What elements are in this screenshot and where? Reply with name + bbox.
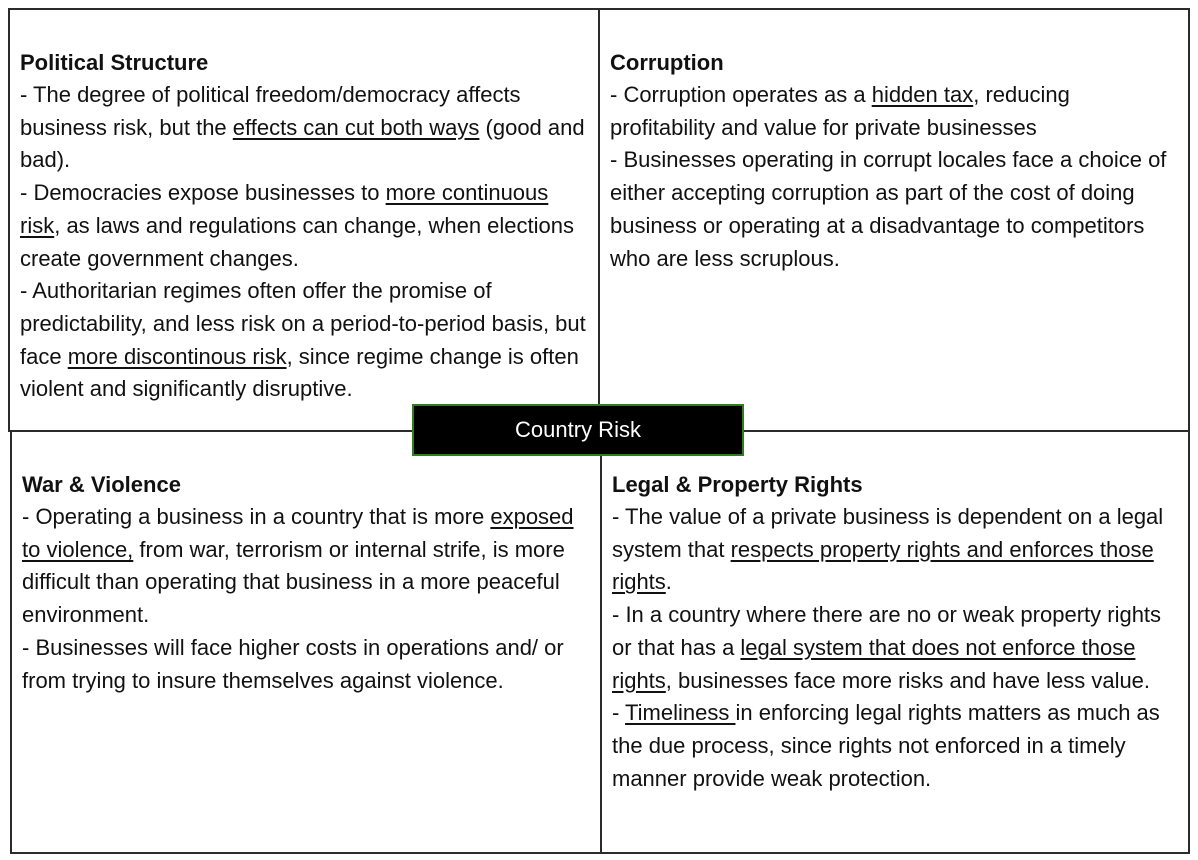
quadrant-body [612, 501, 1180, 795]
bullet-point [612, 599, 1180, 697]
bullet-point [612, 501, 1180, 599]
text-segment: from war, terrorism or internal strife, is more difficult than operating that business in a more peaceful environment. [22, 536, 565, 628]
text-segment: , as laws and regulations can change, when elections create government changes. [20, 212, 574, 271]
text-segment: - Businesses will face higher costs in operations and/ or from trying to insure themselves against violence. [22, 634, 564, 693]
bullet-point [20, 275, 588, 406]
text-segment: , businesses face more risks and have less value. [665, 667, 1151, 693]
quadrant-title: Corruption [610, 50, 724, 75]
underlined-text: respects property rights and enforces those rights [612, 536, 1154, 595]
quadrant-war-violence [10, 430, 602, 854]
text-segment: (good and bad). [20, 114, 585, 173]
text-segment: - [612, 700, 626, 726]
text-segment: - Corruption operates as a [610, 82, 872, 107]
text-segment: - The degree of political freedom/democracy affects business risk, but the [20, 82, 521, 140]
quadrant-body [22, 501, 590, 697]
bullet-point [20, 79, 588, 177]
quadrant-corruption [598, 8, 1190, 432]
quadrant-body [20, 79, 588, 406]
text-segment: - Democracies expose businesses to [20, 180, 386, 206]
text-segment: - In a country where there are no or weak property rights or that has a [612, 602, 1162, 660]
center-label-text: Country Risk [515, 417, 641, 442]
text-segment: - Operating a business in a country that is more [22, 504, 491, 529]
underlined-text: more continuous risk [20, 180, 549, 238]
text-segment: - Businesses operating in corrupt locales face a choice of either accepting corruption as part of the cost of doing business or operating at a disadvantage to competitors who are less scruplous. [610, 147, 1167, 271]
bullet-point [612, 697, 1180, 795]
quadrant-political-structure [8, 8, 600, 432]
underlined-text: hidden tax [871, 82, 974, 107]
underlined-text: more discontinous risk [67, 343, 287, 369]
bullet-point [610, 144, 1178, 275]
quadrant-title: Legal & Property Rights [612, 472, 863, 497]
text-segment: in enforcing legal rights matters as much as the due process, since rights not enforced in a timely manner provide weak protection. [612, 700, 1160, 791]
quadrant-legal-property-rights [600, 430, 1190, 854]
bullet-point [22, 632, 590, 697]
underlined-text: Timeliness [625, 700, 736, 726]
quadrant-title: Political Structure [20, 50, 209, 75]
bullet-point [22, 501, 590, 632]
text-segment: , reducing profitability and value for private businesses [610, 82, 1070, 140]
center-label [412, 404, 744, 456]
bullet-point [610, 79, 1178, 144]
text-segment: , since regime change is often violent and significantly disruptive. [20, 343, 579, 402]
text-segment: . [665, 569, 672, 595]
quadrant-body [610, 79, 1178, 275]
bullet-point [20, 177, 588, 275]
underlined-text: effects can cut both ways [232, 114, 480, 140]
quadrant-title: War & Violence [22, 472, 181, 497]
underlined-text: exposed to violence, [22, 504, 574, 562]
text-segment: - Authoritarian regimes often offer the promise of predictability, and less risk on a period-to-period basis, but face [20, 278, 586, 369]
underlined-text: legal system that does not enforce those rights [612, 634, 1136, 693]
text-segment: - The value of a private business is dependent on a legal system that [612, 504, 1164, 562]
